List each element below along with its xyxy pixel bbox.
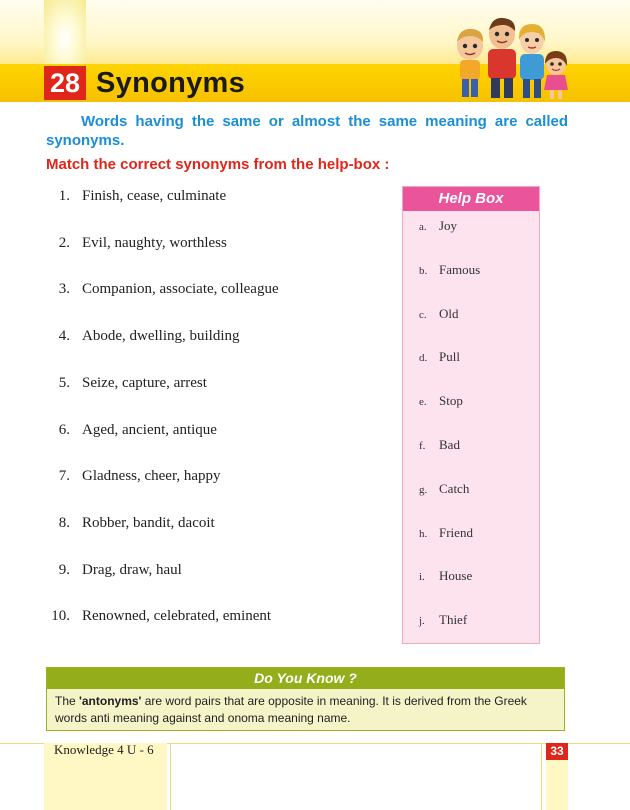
help-word: House	[439, 568, 473, 584]
mother-figure-icon	[519, 24, 545, 98]
question-text: Companion, associate, colleague	[82, 281, 279, 298]
question-number: 10.	[51, 608, 70, 625]
help-word: Joy	[439, 218, 458, 233]
question-item	[40, 185, 226, 207]
help-item	[419, 436, 460, 455]
help-item	[419, 524, 473, 543]
question-number: 6.	[58, 421, 70, 438]
help-letter: e.	[419, 396, 427, 409]
question-text: Gladness, cheer, happy	[82, 468, 221, 485]
question-text: Abode, dwelling, building	[82, 328, 240, 345]
help-letter: f.	[419, 440, 426, 452]
help-letter: d.	[419, 352, 428, 365]
question-number: 8.	[58, 514, 70, 531]
question-number: 4.	[58, 328, 70, 345]
help-item	[419, 611, 467, 630]
help-item	[419, 348, 460, 367]
question-item	[40, 372, 207, 394]
help-word: Famous	[439, 261, 481, 277]
question-number: 5.	[58, 374, 70, 391]
help-letter: a.	[419, 221, 427, 233]
book-title: Knowledge 4 U - 6	[54, 742, 154, 757]
help-box	[402, 186, 540, 644]
question-text: Drag, draw, haul	[82, 561, 182, 578]
help-item	[419, 567, 472, 586]
page-number: 33	[546, 743, 568, 760]
dyk-text-after: are word pairs that are opposite in meaning. It is derived from the Greek words anti meaning against and onoma meaning name.	[55, 694, 527, 725]
synonym-definition: Words having the same or almost the same meaning are called synonyms.	[46, 113, 568, 149]
help-item	[419, 261, 480, 280]
help-item	[419, 217, 457, 236]
help-letter: c.	[419, 308, 427, 321]
do-you-know-title: Do You Know ?	[47, 668, 564, 689]
boy-figure-icon	[457, 29, 483, 97]
question-text: Finish, cease, culminate	[82, 188, 227, 204]
help-letter: g.	[419, 483, 428, 496]
question-text: Aged, ancient, antique	[82, 421, 217, 438]
question-number: 1.	[58, 188, 70, 204]
do-you-know-box	[46, 667, 565, 731]
question-item	[40, 605, 271, 627]
question-item	[40, 232, 227, 254]
question-number: 9.	[58, 561, 70, 578]
help-letter: i.	[419, 571, 425, 584]
question-number: 3.	[58, 281, 70, 298]
question-item	[40, 419, 217, 441]
question-number: 7.	[58, 468, 70, 485]
question-number: 2.	[58, 234, 70, 251]
question-item	[40, 465, 221, 487]
help-item	[419, 480, 469, 499]
header-tab-highlight	[44, 0, 86, 70]
question-text: Evil, naughty, worthless	[82, 234, 227, 251]
girl-figure-icon	[544, 51, 568, 99]
help-item	[419, 392, 463, 411]
help-word: Stop	[439, 393, 463, 409]
question-text: Renowned, celebrated, eminent	[82, 608, 272, 625]
do-you-know-text	[55, 693, 558, 727]
help-word: Catch	[439, 480, 470, 496]
father-figure-icon	[488, 18, 516, 98]
dyk-highlight: 'antonyms'	[79, 694, 142, 708]
exercise-instruction: Match the correct synonyms from the help-box :	[46, 156, 390, 173]
help-word: Bad	[439, 437, 460, 452]
help-letter: j.	[419, 615, 425, 628]
chapter-number-badge: 28	[44, 66, 86, 100]
help-word: Thief	[439, 612, 468, 628]
help-word: Old	[439, 305, 459, 321]
help-word: Pull	[439, 349, 460, 365]
help-word: Friend	[439, 524, 473, 540]
question-item	[40, 512, 215, 534]
help-box-title: Help Box	[403, 187, 539, 211]
dyk-text-before: The	[55, 694, 80, 708]
cartoon-family-icon	[450, 14, 570, 100]
help-item	[419, 305, 459, 324]
question-item	[40, 559, 182, 581]
question-item	[40, 278, 279, 300]
help-letter: b.	[419, 264, 428, 277]
question-item	[40, 325, 240, 347]
footer-middle-panel	[170, 743, 542, 810]
chapter-title: Synonyms	[96, 67, 246, 99]
help-letter: h.	[419, 527, 428, 540]
question-text: Robber, bandit, dacoit	[82, 514, 215, 531]
question-text: Seize, capture, arrest	[82, 374, 207, 391]
